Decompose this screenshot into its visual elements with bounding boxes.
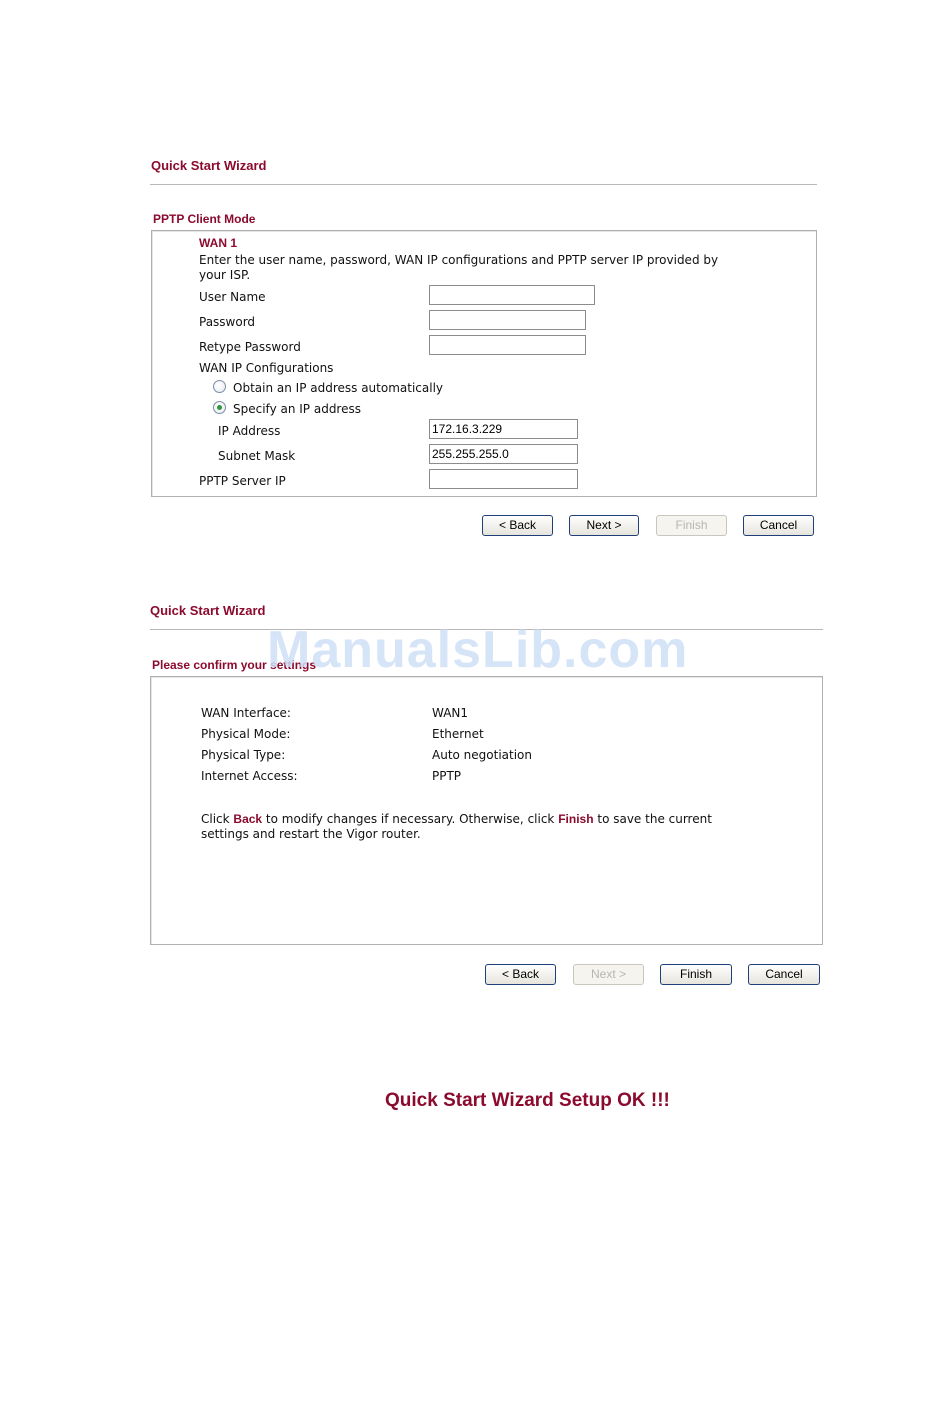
subnet-mask-label: Subnet Mask [218,449,296,463]
row-label: WAN Interface: [201,706,291,720]
wizard1-section-title: PPTP Client Mode [153,212,256,226]
wizard2-next-button[interactable]: Next > [573,964,644,985]
wizard2-title: Quick Start Wizard [150,603,266,618]
wizard1-divider [150,184,817,185]
watermark: ManualsLib.com [267,621,689,679]
wizard2-section-title: Please confirm your settings [152,658,317,672]
wizard2-panel [150,676,823,945]
pptp-server-ip-label: PPTP Server IP [199,474,286,488]
password-label: Password [199,315,256,329]
instructions-line1 [201,812,712,826]
description-line1: Enter the user name, password, WAN IP configurations and PPTP server IP provided by [199,253,719,267]
ip-address-input[interactable]: 172.16.3.229 [429,419,578,439]
user-name-label: User Name [199,290,266,304]
description-line2: your ISP. [199,268,251,282]
subnet-mask-input[interactable]: 255.255.255.0 [429,444,578,464]
row-value: WAN1 [432,706,469,720]
wizard1-next-button[interactable]: Next > [569,515,639,536]
specify-ip-label: Specify an IP address [233,402,361,416]
wizard1-back-button[interactable]: < Back [482,515,553,536]
instructions-line2: settings and restart the Vigor router. [201,827,421,841]
setup-ok-message: Quick Start Wizard Setup OK !!! [385,1090,670,1111]
specify-ip-radio[interactable] [213,401,226,414]
ip-address-label: IP Address [218,424,281,438]
wizard2-cancel-button[interactable]: Cancel [748,964,820,985]
retype-password-input[interactable] [429,335,586,355]
pptp-server-ip-input[interactable] [429,469,578,489]
instructions-text: to modify changes if necessary. Otherwise, click [262,812,559,826]
finish-keyword: Finish [558,812,594,826]
password-input[interactable] [429,310,586,330]
instructions-text: Click [201,812,234,826]
obtain-ip-label: Obtain an IP address automatically [233,381,444,395]
obtain-ip-radio[interactable] [213,380,226,393]
wizard2-back-button[interactable]: < Back [485,964,556,985]
wizard1-title: Quick Start Wizard [151,158,267,173]
wizard1-panel [151,230,817,497]
row-value: PPTP [432,769,462,783]
wan-heading: WAN 1 [199,236,238,250]
row-label: Internet Access: [201,769,298,783]
retype-password-label: Retype Password [199,340,301,354]
row-label: Physical Type: [201,748,286,762]
wizard1-cancel-button[interactable]: Cancel [743,515,814,536]
wizard1-finish-button[interactable]: Finish [656,515,727,536]
wan-ip-config-label: WAN IP Configurations [199,361,334,375]
back-keyword: Back [233,812,263,826]
row-value: Auto negotiation [432,748,533,762]
user-name-input[interactable] [429,285,595,305]
instructions-text: to save the current [593,812,712,826]
wizard2-finish-button[interactable]: Finish [660,964,732,985]
row-label: Physical Mode: [201,727,291,741]
row-value: Ethernet [432,727,484,741]
